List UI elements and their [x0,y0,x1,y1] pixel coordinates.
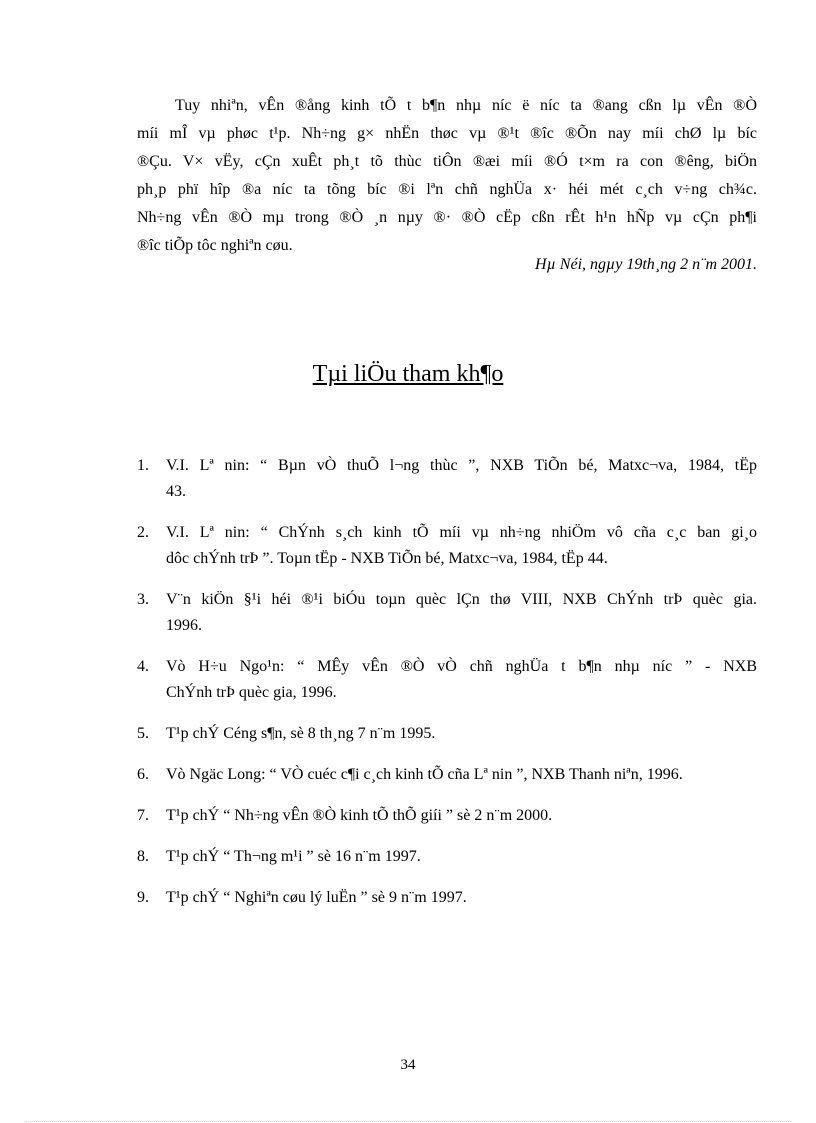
reference-line: Vò H÷u Ngo¹n: “ MÊy vÊn ®Ò vÒ chñ nghÜa t b¶n nhµ níc ” - NXB [166,658,757,675]
date-line: Hµ Néi, ngµy 19th¸ng 2 n¨m 2001. [535,256,757,273]
reference-number: 3. [137,591,149,608]
reference-line: ChÝnh trÞ quèc gia, 1996. [166,684,337,701]
paragraph-line: ph¸p phï hîp ®a níc ta tõng bíc ®i lªn chñ nghÜa x· héi mét c¸ch v÷ng ch¾c. [137,181,757,198]
paragraph-line: míi mÎ vµ phøc t¹p. Nh÷ng g× nhËn thøc vµ ®¹t ®îc ®Õn nay míi chØ lµ bíc [137,125,757,142]
reference-item [137,885,757,911]
reference-line: T¹p chÝ “ Nghiªn cøu lý luËn ” sè 9 n¨m 1997. [166,889,467,906]
reference-number: 1. [137,457,149,474]
reference-line: dôc chÝnh trÞ ”. Toµn tËp - NXB TiÕn bé, Matxc¬va, 1984, tËp 44. [166,550,608,567]
reference-line: Vò Ngäc Long: “ VÒ cuéc c¶i c¸ch kinh tÕ cña Lª nin ”, NXB Thanh niªn, 1996. [166,766,683,783]
reference-number: 6. [137,766,149,783]
reference-number: 7. [137,807,149,824]
paragraph-line: ®îc tiÕp tôc nghiªn cøu. [137,237,293,254]
reference-line: T¹p chÝ Céng s¶n, sè 8 th¸ng 7 n¨m 1995. [166,725,436,742]
reference-item [137,587,757,639]
reference-item [137,844,757,870]
reference-number: 4. [137,658,149,675]
references-list [137,453,757,926]
page-number: 34 [400,1057,416,1073]
paragraph-line: ®Çu. V× vËy, cÇn xuÊt ph¸t tõ thùc tiÔn ®æi míi ®Ó t×m ra con ®êng, biÖn [137,153,757,170]
references-heading: Tµi liÖu tham kh¶o [312,361,504,387]
page-bottom-rule [25,1121,791,1122]
reference-line: V¨n kiÖn §¹i héi ®¹i biÓu toµn quèc lÇn thø VIII, NXB ChÝnh trÞ quèc gia. [166,591,757,608]
reference-item [137,803,757,829]
reference-number: 2. [137,524,149,541]
reference-item [137,762,757,788]
reference-line: 1996. [166,617,202,634]
conclusion-paragraph [137,92,757,260]
reference-line: T¹p chÝ “ Nh÷ng vÊn ®Ò kinh tÕ thÕ giíi ” sè 2 n¨m 2000. [166,807,553,824]
reference-line: T¹p chÝ “ Th¬ng m¹i ” sè 16 n¨m 1997. [166,848,421,865]
reference-line: 43. [166,483,186,500]
reference-item [137,721,757,747]
reference-item [137,654,757,706]
reference-item [137,520,757,572]
reference-line: V.I. Lª nin: “ Bµn vÒ thuÕ l¬ng thùc ”, NXB TiÕn bé, Matxc¬va, 1984, tËp [166,457,757,474]
reference-line: V.I. Lª nin: “ ChÝnh s¸ch kinh tÕ míi vµ nh÷ng nhiÖm vô cña c¸c ban gi¸o [166,524,757,541]
paragraph-line: Nh÷ng vÊn ®Ò mµ trong ®Ò ¸n nµy ®· ®Ò cËp cßn rÊt h¹n hÑp vµ cÇn ph¶i [137,209,757,226]
paragraph-line: Tuy nhiªn, vÊn ®ång kinh tÕ t b¶n nhµ níc ë níc ta ®ang cßn lµ vÊn ®Ò [175,97,757,114]
reference-number: 5. [137,725,149,742]
reference-number: 8. [137,848,149,865]
reference-number: 9. [137,889,149,906]
reference-item [137,453,757,505]
